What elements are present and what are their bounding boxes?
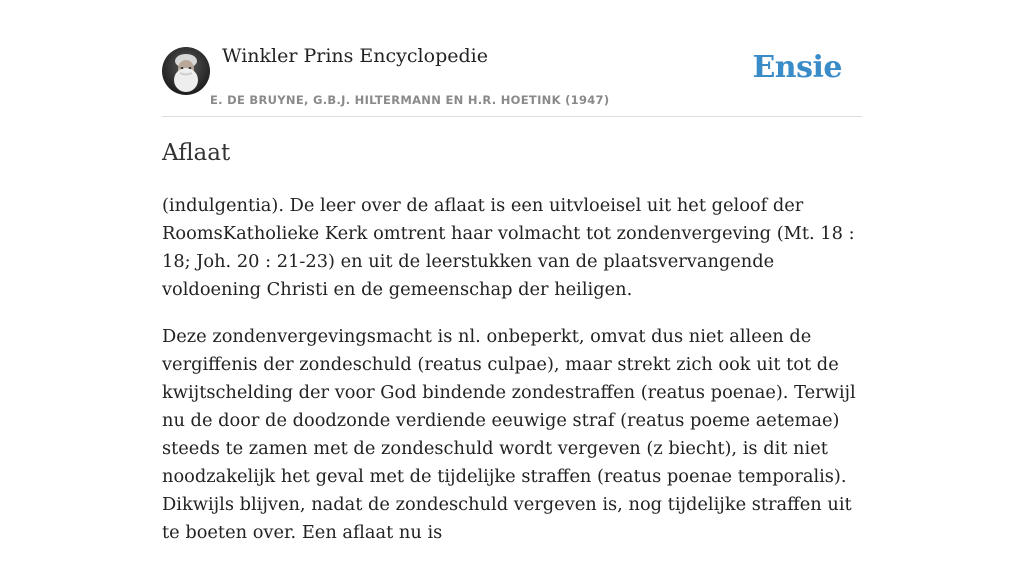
authors-line: E. DE BRUYNE, G.B.J. HILTERMANN EN H.R. HOETINK (1947) xyxy=(210,93,610,107)
page xyxy=(162,0,862,543)
site-title[interactable]: Winkler Prins Encyclopedie xyxy=(222,45,488,67)
ensie-logo[interactable]: Ensie xyxy=(752,50,842,85)
article-title: Aflaat xyxy=(162,140,231,166)
bearded-man-portrait-icon[interactable] xyxy=(162,47,210,95)
paragraph: Deze zondenvergevingsmacht is nl. onbeperkt, omvat dus niet alleen de vergiffenis der zondeschuld (reatus culpae), maar strekt zich ook uit tot de kwijtschelding der voor God bindende zondestraffen (reatus poenae). Terwijl nu de door de doodzonde verdiende eeuwige straf (reatus poeme aetemae) steeds te zamen met de zondeschuld wordt vergeven (z biecht), is dit niet noodzakelijk het geval met de tijdelijke straffen (reatus poenae temporalis). Dikwijls blijven, nadat de zondeschuld vergeven is, nog tijdelijke straffen uit te boeten over. Een aflaat nu is xyxy=(162,326,856,543)
site-header xyxy=(162,0,862,117)
article-body xyxy=(162,192,862,566)
paragraph: (indulgentia). De leer over de aflaat is een uitvloeisel uit het geloof der RoomsKatholieke Kerk omtrent haar volmacht tot zondenvergeving (Mt. 18 : 18; Joh. 20 : 21-23) en uit de leerstukken van de plaatsvervangende voldoening Christi en de gemeenschap der heiligen. xyxy=(162,195,855,300)
